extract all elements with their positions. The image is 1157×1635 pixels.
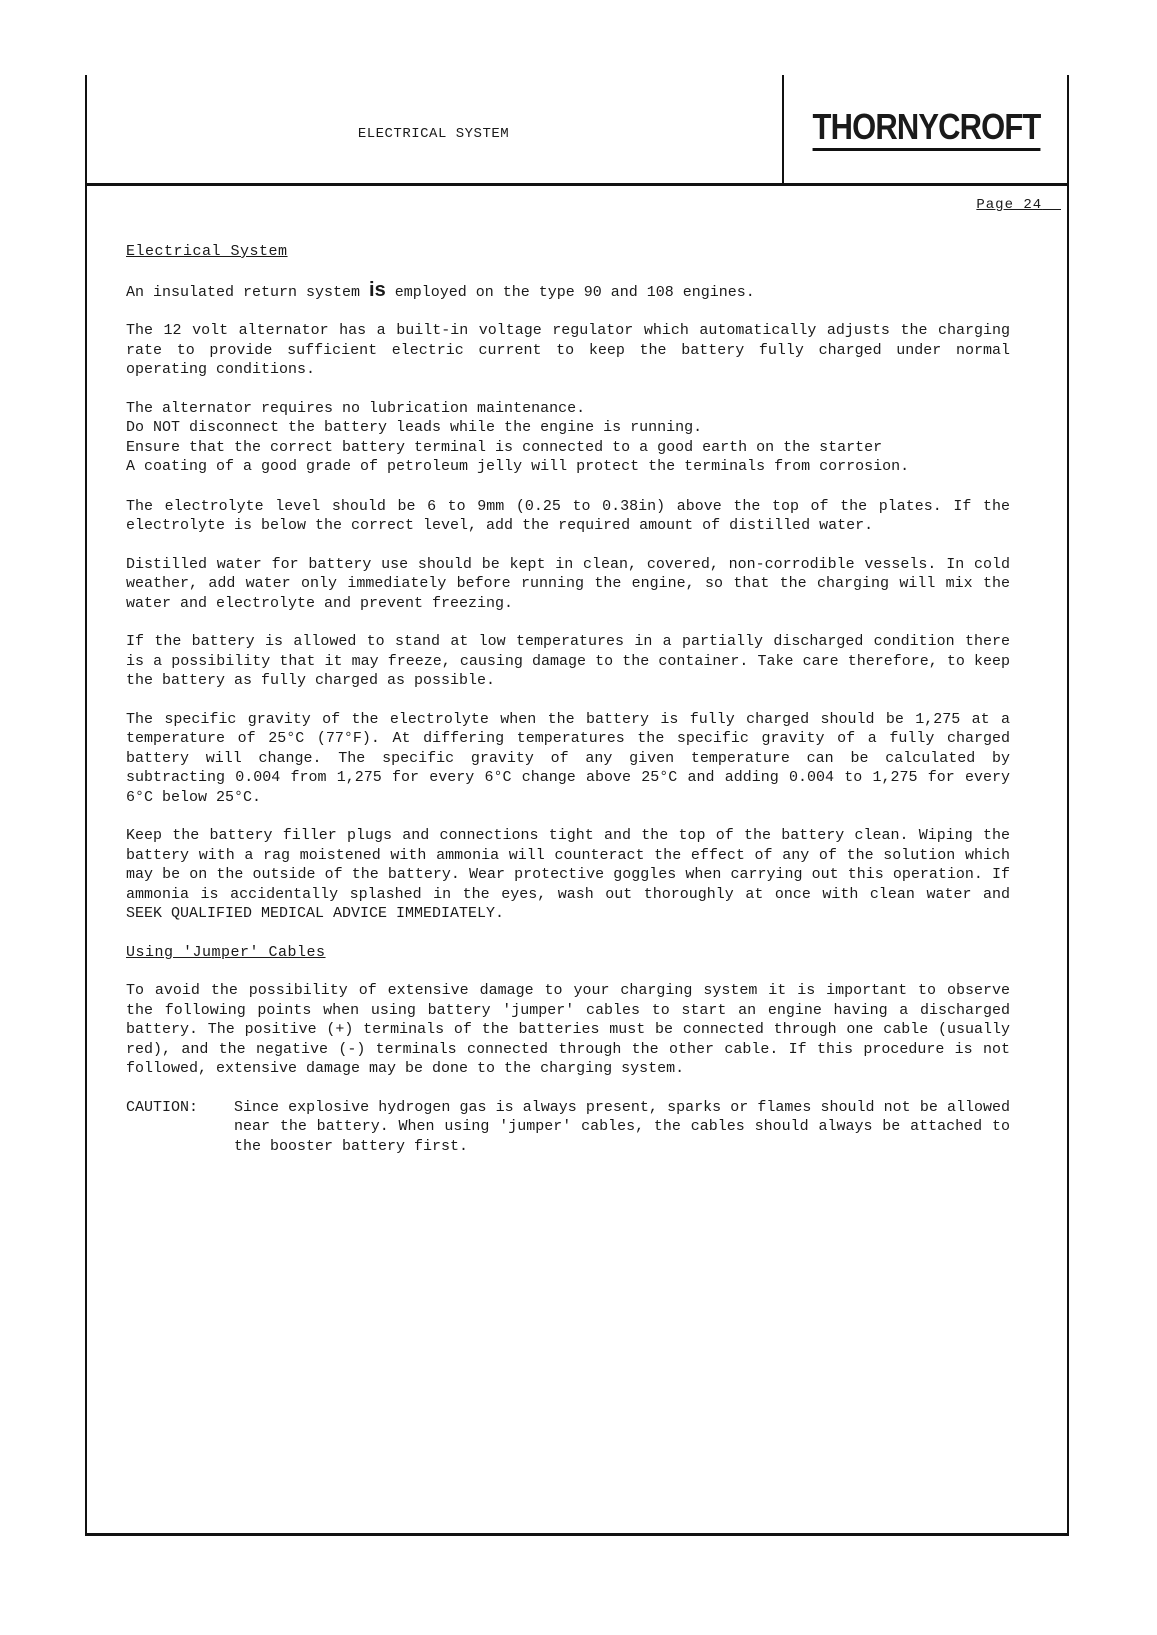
document-body [126,242,1010,1156]
frame-bottom-border [85,1533,1069,1536]
caution-text: Since explosive hydrogen gas is always present, sparks or flames should not be allowed near the battery. When using 'jumper' cables, the cables should always be attached to the booster battery first. [234,1098,1010,1155]
p1-emphasis: is [369,278,386,301]
caution-note [126,1098,1010,1157]
heading-electrical-system: Electrical System [126,243,288,260]
paragraph-jumper-cables: To avoid the possibility of extensive damage to your charging system it is important to observe the following points when using battery 'jumper' cables to start an engine having a discharged battery. The positive (+) terminals of the batteries must be connected through one cable (usually red), and the negative (-) terminals connected through the other cable. If this procedure is not followed, extensive damage may be done to the charging system. [126,982,1010,1077]
paragraph-low-temperature: If the battery is allowed to stand at low temperatures in a partially discharged condition there is a possibility that it may freeze, causing damage to the container. Take care therefore, to keep the battery as fully charged as possible. [126,633,1010,689]
paragraph-filler-plugs: Keep the battery filler plugs and connections tight and the top of the battery clean. Wiping the battery with a rag moistened with ammonia will counteract the effect of any of the solution which may be on the outside of the battery. Wear protective goggles when carrying out this operation. If ammonia is accidentally splashed in the eyes, wash out thoroughly at once with clean water and SEEK QUALIFIED MEDICAL ADVICE IMMEDIATELY. [126,827,1010,922]
line-ensure-terminal: Ensure that the correct battery terminal is connected to a good earth on the starter [126,438,883,456]
line-do-not-disconnect: Do NOT disconnect the battery leads while the engine is running. [126,419,703,436]
p1-text-a: An insulated return system [126,283,370,301]
section-title: ELECTRICAL SYSTEM [357,126,510,142]
frame-left-border [85,75,87,1535]
brand-text: THORNYCROFT [813,106,1041,151]
paragraph-insulated-return [126,278,1010,303]
line-alternator-maintenance: The alternator requires no lubrication maintenance. [126,399,586,417]
header-divider [782,75,784,185]
header-rule [85,183,1069,186]
page-number: Page 24 [976,197,1043,213]
paragraph-alternator: The 12 volt alternator has a built-in voltage regulator which automatically adjusts the charging rate to provide sufficient electric current to keep the battery fully charged under normal operating conditions. [126,322,1010,378]
frame-right-border [1067,75,1069,1535]
line-petroleum-jelly: A coating of a good grade of petroleum jelly will protect the terminals from corrosion. [126,458,910,475]
heading-jumper-cables: Using 'Jumper' Cables [126,943,326,961]
brand-logo [806,106,1048,148]
caution-label: CAUTION: [126,1098,199,1116]
paragraph-distilled-water: Distilled water for battery use should be kept in clean, covered, non-corrodible vessels. In cold weather, add water only immediately before running the engine, so that the charging will mix the water and electrolyte and prevent freezing. [126,555,1010,612]
paragraph-electrolyte-level: The electrolyte level should be 6 to 9mm (0.25 to 0.38in) above the top of the plates. If the electrolyte is below the correct level, add the required amount of distilled water. [126,497,1010,534]
paragraph-specific-gravity: The specific gravity of the electrolyte when the battery is fully charged should be 1,275 at a temperature of 25°C (77°F). At differing temperatures the specific gravity of a fully charged battery will change. The specific gravity of any given temperature can be calculated by subtracting 0.004 from 1,275 for every 6°C change above 25°C and adding 0.004 to 1,275 for every 6°C below 25°C. [126,710,1010,806]
p1-text-b: employed on the type 90 and 108 engines. [385,283,755,301]
